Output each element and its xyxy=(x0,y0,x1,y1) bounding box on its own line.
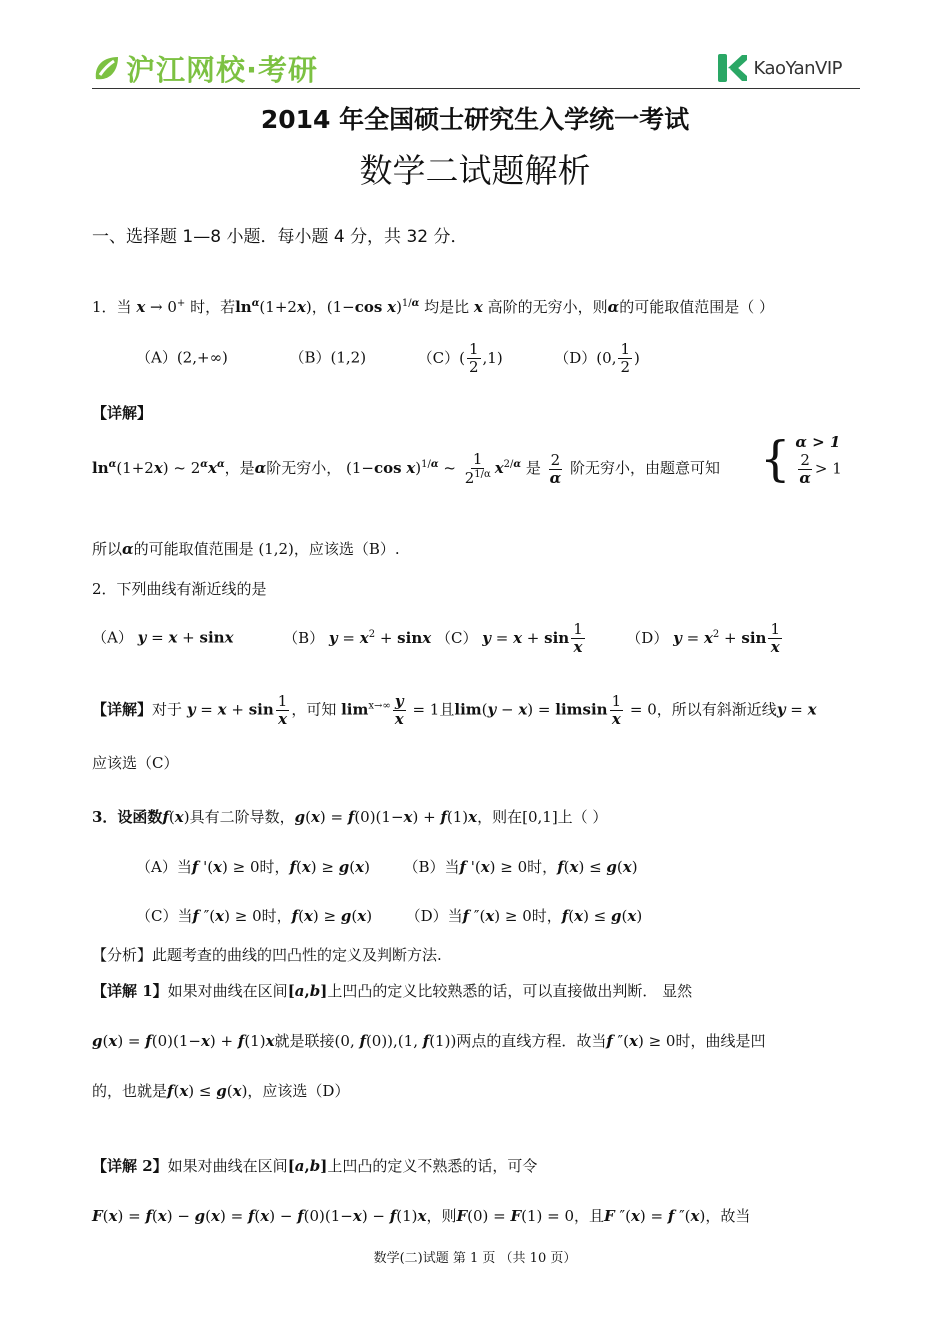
q3-detail1-line2: g(x) = f(0)(1−x) + f(1)x就是联接(0, f(0)),(1, f(1))两点的直线方程．故当f ″(x) ≥ 0时，曲线是凹 xyxy=(92,1032,766,1050)
q1-stem: 1．当 x → 0+ 时，若$\ln^\alpha(1+2x)$，(1−cos x)$^{1/\alpha}$ 均是比 x 高阶的无穷小，则α的可能取值范围是（ ） xyxy=(92,298,774,316)
header-rule xyxy=(92,88,860,89)
q1-option-b: （B）(1,2) xyxy=(289,348,367,367)
q3-option-c: （C）当f ″(x) ≥ 0时，f(x) ≥ g(x) xyxy=(136,907,373,925)
leaf-icon xyxy=(92,53,122,85)
q3-option-d: （D）当f ″(x) ≥ 0时，f(x) ≤ g(x) xyxy=(405,907,643,925)
q2-options xyxy=(92,622,784,655)
q3-option-a: （A）当f '(x) ≥ 0时，f(x) ≥ g(x) xyxy=(136,858,370,876)
q1-conclusion: 所以α的可能取值范围是 (1,2)，应该选（B）. xyxy=(92,540,400,558)
q3-options-ab xyxy=(136,856,638,877)
hujiang-logo xyxy=(92,48,318,89)
q2-detail: 【详解】对于 y = x + sin $\frac{1}{x}$ ，可知 $\lim^{x\to\infty}$ $\frac{y}{x}$ = 1且lim(y − x) = limsin $\frac{1}{x}$ = 0，所以有斜渐近线y = x xyxy=(92,692,817,728)
q2-option-d: （D） $y = x^2 + \sin$ $\frac{1}{x}$ xyxy=(626,620,780,656)
q1-detail-label: 【详解】 xyxy=(92,404,153,422)
q2-option-a: （A） y = x + sinx xyxy=(92,628,234,647)
q3-detail2-line2: F(x) = f(x) − g(x) = f(x) − f(0)(1−x) − f(1)x，则F(0) = F(1) = 0，且F ″(x) = f ″(x)，故当 xyxy=(92,1207,751,1225)
brand-right-text: KaoYanVIP xyxy=(753,57,842,79)
q2-stem: 2．下列曲线有渐近线的是 xyxy=(92,580,267,598)
q3-detail1-line1: 【详解 1】如果对曲线在区间[a,b]上凹凸的定义比较熟悉的话，可以直接做出判断． 显然 xyxy=(92,982,693,1000)
q3-stem: 3．设函数f(x)具有二阶导数，g(x) = f(0)(1−x) + f(1)x，则在[0,1]上（ ） xyxy=(92,808,608,826)
q3-detail2-line1: 【详解 2】如果对曲线在区间[a,b]上凹凸的定义不熟悉的话，可令 xyxy=(92,1157,538,1175)
q1-options xyxy=(136,342,640,375)
section-heading: 一、选择题 1—8 小题．每小题 4 分，共 32 分． xyxy=(92,227,468,247)
exam-subtitle: 数学二试题解析 xyxy=(359,151,591,190)
page-footer: 数学(二)试题 第 1 页 （共 10 页） xyxy=(373,1251,577,1266)
q3-analysis: 【分析】此题考查的曲线的凹凸性的定义及判断方法. xyxy=(92,946,442,964)
q2-option-b: （B） $y = x^2 + \sin x$ xyxy=(283,628,432,647)
exam-title: 2014 年全国硕士研究生入学统一考试 xyxy=(260,105,690,134)
q2-answer: 应该选（C） xyxy=(92,754,179,772)
k-icon xyxy=(716,52,748,84)
q1-option-a: （A）(2,+∞) xyxy=(136,348,228,367)
q1-solution: $\ln^\alpha(1+2x)$ ~ $2^\alpha x^\alpha$，是α阶无穷小， (1−cos x)$^{1/\alpha}$ ~ $\frac{1}{2^{1/\alpha}}$ $x^{2/\alpha}$ 是 $\frac{2}{\alpha}$ 阶无穷小，由题意可知 xyxy=(92,450,720,487)
q1-option-c: （C）( $\frac{1}{2}$ ,1) xyxy=(417,340,503,376)
q1-option-d: （D）(0, $\frac{1}{2}$ ) xyxy=(554,340,640,376)
q3-detail1-line3: 的，也就是f(x) ≤ g(x)，应该选（D） xyxy=(92,1082,350,1100)
q1-condition-system: { α > 1 $\frac{2}{\alpha}$ > 1 xyxy=(760,431,842,487)
q3-options-cd xyxy=(136,905,642,926)
brand-left-text: 沪江网校·考研 xyxy=(126,53,319,87)
q3-option-b: （B）当f '(x) ≥ 0时，f(x) ≤ g(x) xyxy=(403,858,638,876)
q2-option-c: （C） y = x + sin $\frac{1}{x}$ xyxy=(435,620,583,656)
kaoyanvip-logo xyxy=(716,52,842,84)
